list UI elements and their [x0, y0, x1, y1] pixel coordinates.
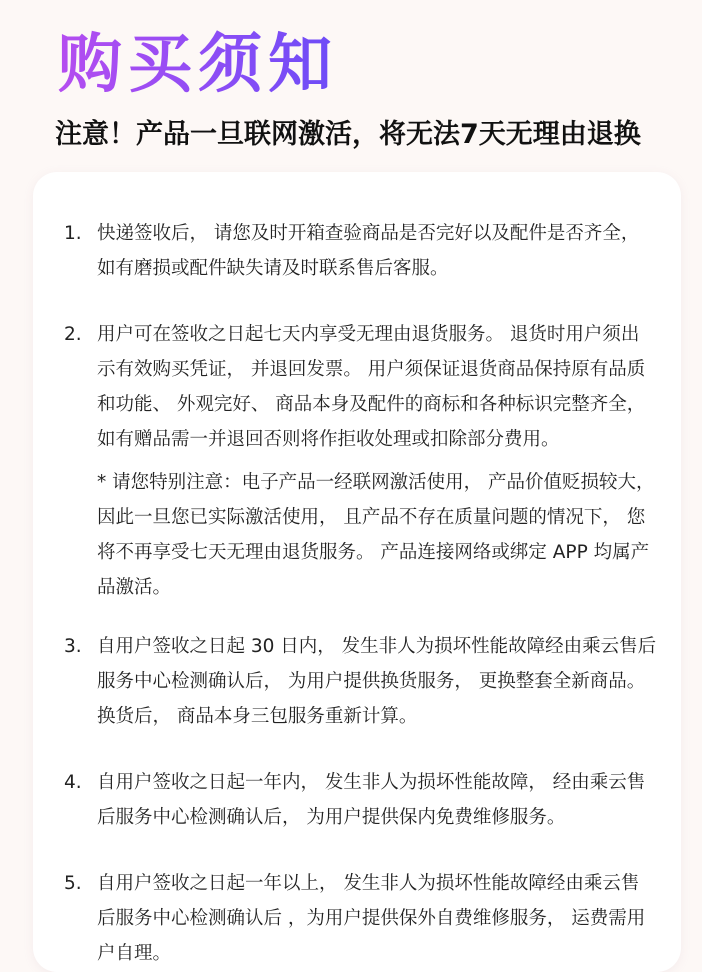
- terms-card: [33, 172, 681, 972]
- term-text: 快递签收后， 请您及时开箱查验商品是否完好以及配件是否齐全， 如有磨损或配件缺失请及时联系售后客服。: [97, 223, 640, 279]
- term-number: 2.: [64, 324, 82, 345]
- term-text: 自用户签收之日起 30 日内， 发生非人为损坏性能故障经由乘云售后服务中心检测确认后， 为用户提供换货服务， 更换整套全新商品。 换货后， 商品本身三包服务重新计算。: [97, 636, 657, 727]
- term-number: 4.: [64, 772, 82, 793]
- term-item-1: [33, 216, 681, 286]
- term-number: 1.: [64, 223, 82, 244]
- term-number: 3.: [64, 636, 82, 657]
- activation-note: * 请您特别注意：电子产品一经联网激活使用， 产品价值贬损较大， 因此一旦您已实际激活使用， 且产品不存在质量问题的情况下， 您将不再享受七天无理由退货服务。 产品连接网络或绑定 APP 均属产品激活。: [97, 472, 655, 598]
- term-text: 自用户签收之日起一年以上， 发生非人为损坏性能故障经由乘云售后服务中心检测确认后 ，为用户提供保外自费维修服务， 运费需用户自理。: [97, 873, 646, 964]
- term-text: 用户可在签收之日起七天内享受无理由退货服务。 退货时用户须出示有效购买凭证， 并退回发票。 用户须保证退货商品保持原有品质和功能、 外观完好、 商品本身及配件的商标和各种标识完整齐全， 如有赠品需一并退回否则将作拒收处理或扣除部分费用。: [97, 324, 646, 450]
- term-text: 自用户签收之日起一年内， 发生非人为损坏性能故障， 经由乘云售后服务中心检测确认后， 为用户提供保内免费维修服务。: [97, 772, 646, 828]
- term-item-5: [33, 866, 681, 971]
- term-item-3: [33, 629, 681, 734]
- term-number: 5.: [64, 873, 82, 894]
- activation-warning: 注意！产品一旦联网激活，将无法7天无理由退换: [55, 119, 641, 150]
- term-item-2: [33, 317, 681, 457]
- page-title: 购买须知: [58, 20, 338, 110]
- term-item-4: [33, 765, 681, 835]
- terms-list: [33, 216, 681, 971]
